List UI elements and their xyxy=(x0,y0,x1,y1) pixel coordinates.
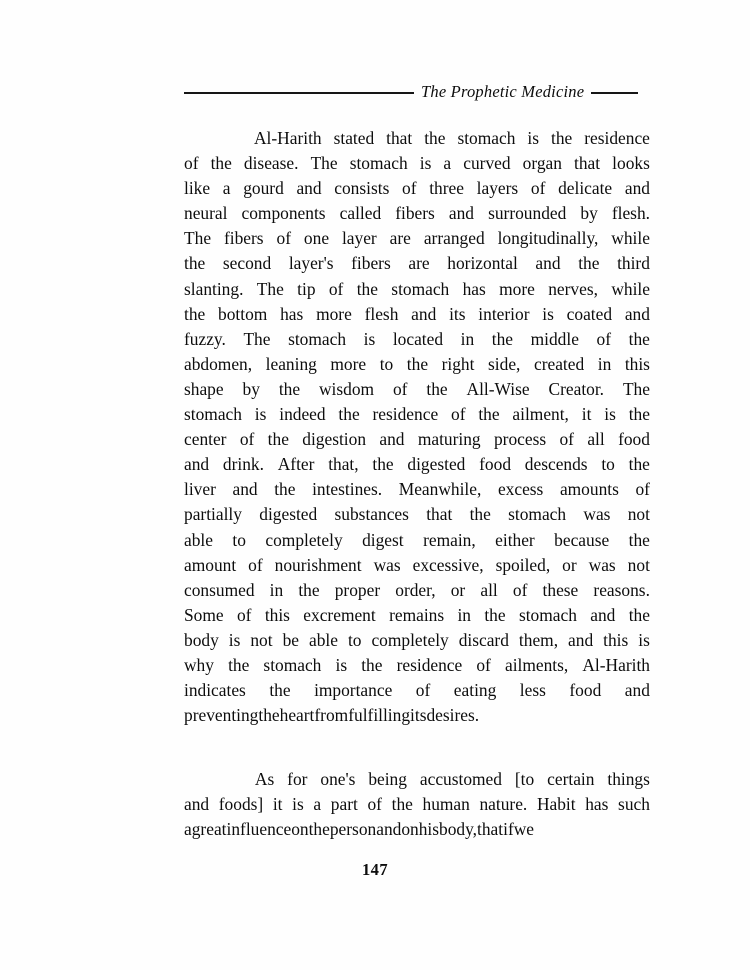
word: the xyxy=(391,794,413,815)
text-line xyxy=(184,653,650,678)
text-line xyxy=(184,251,650,276)
word: of xyxy=(276,228,291,249)
word: to xyxy=(232,529,246,550)
word: substances xyxy=(334,504,409,525)
word: partially xyxy=(184,504,242,525)
word: interior xyxy=(478,303,530,324)
word: excess xyxy=(497,479,544,500)
word: called xyxy=(339,203,382,224)
word: ailment, xyxy=(512,404,569,425)
word: gourd xyxy=(243,178,284,199)
word: such xyxy=(618,794,650,815)
word: the xyxy=(478,404,500,425)
text-line xyxy=(184,628,650,653)
word: things xyxy=(607,769,650,790)
word: the xyxy=(184,303,206,324)
word: residence xyxy=(584,128,650,148)
word: preventing xyxy=(184,705,259,726)
word: neural xyxy=(184,203,228,224)
word: these xyxy=(542,579,579,600)
word: order, xyxy=(395,579,436,600)
word: not xyxy=(250,629,273,650)
word: maturing xyxy=(417,429,481,450)
word: three xyxy=(429,178,464,199)
word: desires. xyxy=(426,705,480,726)
word: nourishment xyxy=(274,554,362,575)
word: the xyxy=(228,654,250,675)
word: by xyxy=(580,203,598,224)
word: excrement xyxy=(303,604,376,625)
header-rule-left xyxy=(184,92,414,94)
word: second xyxy=(222,253,272,274)
word: arranged xyxy=(423,228,485,249)
word: if xyxy=(503,819,514,840)
word: a xyxy=(222,178,231,199)
word: of xyxy=(328,278,344,299)
word: fibers xyxy=(351,253,391,274)
word: of xyxy=(402,178,417,199)
word: it xyxy=(581,404,592,425)
word: coated xyxy=(566,303,613,324)
word: the xyxy=(269,680,291,701)
text-line xyxy=(184,402,650,427)
word: completely xyxy=(371,629,449,650)
word: longitudinally, xyxy=(497,228,599,249)
text-line xyxy=(184,126,650,151)
word: great xyxy=(191,819,227,840)
page-number: 147 xyxy=(362,860,388,879)
word: stomach xyxy=(349,153,408,174)
word: and xyxy=(379,429,405,450)
word: human xyxy=(422,794,470,815)
word: the xyxy=(278,378,301,399)
word: in xyxy=(269,579,284,600)
word: of xyxy=(239,429,255,450)
word: is xyxy=(419,153,432,174)
word: stomach xyxy=(508,504,567,525)
word: is xyxy=(335,654,348,675)
word: is xyxy=(604,404,616,425)
running-header xyxy=(184,80,650,106)
word: body xyxy=(184,629,219,650)
word: Meanwhile, xyxy=(398,479,482,500)
word: remains xyxy=(389,604,445,625)
word: the xyxy=(628,328,650,349)
word: digestion xyxy=(302,429,367,450)
word: body, xyxy=(439,819,478,840)
word: the xyxy=(551,128,573,148)
word: layer xyxy=(341,228,377,249)
word: the xyxy=(491,328,514,349)
word: excessive, xyxy=(412,554,484,575)
word: on xyxy=(401,819,419,840)
word: not xyxy=(627,554,650,575)
word: and xyxy=(184,454,210,475)
word: because xyxy=(554,529,610,550)
word: its xyxy=(449,303,466,324)
word: horizontal xyxy=(447,253,518,274)
word: located xyxy=(392,328,444,349)
word: food xyxy=(479,454,512,475)
word: consists xyxy=(334,178,390,199)
word: either xyxy=(495,529,535,550)
text-line xyxy=(184,377,650,402)
word: indeed xyxy=(279,404,326,425)
word: more xyxy=(330,353,367,374)
word: amount xyxy=(184,554,237,575)
text-line xyxy=(184,703,650,728)
word: able xyxy=(308,629,338,650)
word: why xyxy=(184,654,214,675)
word: created xyxy=(533,353,585,374)
word: importance xyxy=(314,680,393,701)
word: All-Wise xyxy=(466,378,530,399)
word: that xyxy=(386,128,413,148)
word: it xyxy=(272,794,283,815)
word: reasons. xyxy=(593,579,650,600)
paragraph xyxy=(184,126,650,728)
word: and xyxy=(448,203,474,224)
word: [to xyxy=(514,769,535,790)
word: that xyxy=(477,819,504,840)
word: The xyxy=(310,153,338,174)
word: are xyxy=(408,253,430,274)
word: to xyxy=(347,629,362,650)
word: its xyxy=(410,705,427,726)
header-rule-right xyxy=(591,92,638,94)
word: drink. xyxy=(222,454,264,475)
word: one's xyxy=(320,769,356,790)
word: we xyxy=(513,819,535,840)
word: of xyxy=(415,680,431,701)
word: consumed xyxy=(184,579,255,600)
word: was xyxy=(583,504,611,525)
word: is xyxy=(527,128,540,148)
word: curved xyxy=(463,153,511,174)
word: Al-Harith xyxy=(582,654,650,675)
word: that xyxy=(574,153,601,174)
word: food xyxy=(569,680,602,701)
word: in xyxy=(457,604,471,625)
word: stated xyxy=(333,128,375,148)
word: on xyxy=(291,819,309,840)
first-line-indent xyxy=(184,767,242,792)
word: all xyxy=(480,579,498,600)
word: completely xyxy=(265,529,343,550)
first-line-indent xyxy=(184,126,242,151)
word: to xyxy=(379,353,394,374)
word: layer's xyxy=(288,253,334,274)
word: fibers xyxy=(223,228,264,249)
word: person xyxy=(329,819,377,840)
word: are xyxy=(389,228,411,249)
word: be xyxy=(282,629,299,650)
word: fulfilling xyxy=(348,705,411,726)
word: in xyxy=(460,328,475,349)
word: and xyxy=(184,794,210,815)
text-line xyxy=(184,427,650,452)
word: liver xyxy=(184,479,216,500)
text-line xyxy=(184,352,650,377)
word: discard xyxy=(458,629,509,650)
word: like xyxy=(184,178,211,199)
word: the xyxy=(372,454,394,475)
word: foods] xyxy=(218,794,264,815)
word: in xyxy=(597,353,612,374)
word: this xyxy=(603,629,629,650)
word: the xyxy=(628,529,650,550)
word: the xyxy=(184,253,206,274)
word: this xyxy=(264,604,290,625)
word: certain xyxy=(547,769,595,790)
text-line xyxy=(184,176,650,201)
word: nature. xyxy=(479,794,528,815)
text-line xyxy=(184,767,650,792)
word: middle xyxy=(530,328,579,349)
word: Habit xyxy=(536,794,576,815)
word: After xyxy=(277,454,315,475)
word: looks xyxy=(612,153,650,174)
word: while xyxy=(611,278,650,299)
word: slanting. xyxy=(184,278,244,299)
word: or xyxy=(450,579,466,600)
text-line xyxy=(184,277,650,302)
text-line xyxy=(184,528,650,553)
word: the xyxy=(356,278,378,299)
word: Creator. xyxy=(548,378,605,399)
word: The xyxy=(184,228,212,249)
word: residence xyxy=(396,654,463,675)
word: side, xyxy=(488,353,521,374)
word: is xyxy=(542,303,554,324)
word: the xyxy=(628,454,650,475)
word: nerves, xyxy=(548,278,598,299)
word: and xyxy=(296,178,322,199)
word: from xyxy=(314,705,349,726)
word: stomach xyxy=(518,604,577,625)
word: third xyxy=(617,253,650,274)
word: to xyxy=(601,454,615,475)
word: organ xyxy=(522,153,562,174)
word: bottom xyxy=(218,303,268,324)
word: and xyxy=(624,303,650,324)
paragraph xyxy=(184,767,650,842)
word: the xyxy=(258,705,280,726)
word: The xyxy=(243,328,271,349)
word: the xyxy=(338,404,360,425)
word: delicate xyxy=(558,178,613,199)
word: more xyxy=(316,303,352,324)
word: abdomen, xyxy=(184,353,253,374)
word: ailments, xyxy=(504,654,569,675)
word: amounts xyxy=(559,479,619,500)
word: disease. xyxy=(243,153,299,174)
word: of xyxy=(559,429,574,450)
text-line xyxy=(184,151,650,176)
word: the xyxy=(578,253,600,274)
word: the xyxy=(469,504,491,525)
word: the xyxy=(210,153,232,174)
word: right xyxy=(441,353,475,374)
word: of xyxy=(596,328,612,349)
word: flesh xyxy=(364,303,399,324)
word: of xyxy=(392,378,408,399)
word: digested xyxy=(259,504,318,525)
text-line xyxy=(184,477,650,502)
word: fibers xyxy=(395,203,435,224)
word: the xyxy=(406,353,429,374)
word: is xyxy=(292,794,304,815)
text-line xyxy=(184,678,650,703)
word: or xyxy=(562,554,577,575)
word: of xyxy=(236,604,252,625)
word: part xyxy=(330,794,358,815)
word: has xyxy=(462,278,486,299)
word: of xyxy=(451,404,466,425)
text-line xyxy=(184,578,650,603)
word: them, xyxy=(518,629,559,650)
word: being xyxy=(368,769,407,790)
word: and xyxy=(624,178,650,199)
word: the xyxy=(361,654,383,675)
text-line xyxy=(184,201,650,226)
word: shape xyxy=(184,378,224,399)
word: residence xyxy=(372,404,439,425)
word: and xyxy=(376,819,402,840)
word: process xyxy=(493,429,547,450)
word: fuzzy. xyxy=(184,328,226,349)
word: the xyxy=(267,429,289,450)
word: the xyxy=(628,404,650,425)
word: surrounded xyxy=(488,203,567,224)
word: stomach xyxy=(391,278,450,299)
word: of xyxy=(530,178,546,199)
word: and xyxy=(568,629,594,650)
word: and xyxy=(535,253,561,274)
word: one xyxy=(303,228,330,249)
word: digest xyxy=(362,529,404,550)
word: and xyxy=(411,303,437,324)
word: is xyxy=(254,404,267,425)
text-line xyxy=(184,603,650,628)
word: food xyxy=(618,429,650,450)
word: influence xyxy=(226,819,292,840)
word: stomach xyxy=(457,128,516,148)
word: the xyxy=(484,604,506,625)
word: has xyxy=(585,794,609,815)
word: while xyxy=(611,228,650,249)
word: stomach xyxy=(288,328,347,349)
word: a xyxy=(313,794,322,815)
word: digested xyxy=(407,454,466,475)
word: the xyxy=(298,579,320,600)
word: a xyxy=(443,153,452,174)
word: As xyxy=(254,769,275,790)
word: has xyxy=(280,303,304,324)
word: layers xyxy=(476,178,519,199)
word: indicates xyxy=(184,680,246,701)
word: components xyxy=(241,203,326,224)
word: that xyxy=(426,504,453,525)
word: was xyxy=(588,554,616,575)
word: of xyxy=(248,554,263,575)
word: the xyxy=(424,128,446,148)
word: was xyxy=(373,554,401,575)
text-line xyxy=(184,226,650,251)
word: Al-Harith xyxy=(253,128,322,148)
word: stomach xyxy=(184,404,242,425)
word: stomach xyxy=(263,654,322,675)
word: wisdom xyxy=(318,378,375,399)
text-line xyxy=(184,302,650,327)
word: by xyxy=(242,378,260,399)
text-line xyxy=(184,553,650,578)
word: able xyxy=(184,529,213,550)
word: and xyxy=(590,604,616,625)
word: the xyxy=(308,819,330,840)
word: of xyxy=(512,579,528,600)
word: eating xyxy=(453,680,497,701)
word: is xyxy=(363,328,376,349)
text-line xyxy=(184,792,650,817)
word: more xyxy=(499,278,535,299)
word: and xyxy=(624,680,650,701)
text-line xyxy=(184,452,650,477)
word: is xyxy=(228,629,241,650)
word: heart xyxy=(279,705,315,726)
word: a xyxy=(184,819,192,840)
word: all xyxy=(587,429,605,450)
word: less xyxy=(519,680,546,701)
word: and xyxy=(232,479,258,500)
word: center xyxy=(184,429,227,450)
word: descends xyxy=(524,454,588,475)
word: of xyxy=(476,654,491,675)
word: The xyxy=(622,378,650,399)
word: leaning xyxy=(265,353,317,374)
text-line xyxy=(184,327,650,352)
word: remain, xyxy=(423,529,476,550)
word: of xyxy=(635,479,650,500)
body-text-column xyxy=(184,126,650,843)
word: not xyxy=(627,504,650,525)
running-header-title: The Prophetic Medicine xyxy=(421,81,585,101)
word: is xyxy=(638,629,650,650)
text-line xyxy=(184,502,650,527)
word: spoiled, xyxy=(495,554,551,575)
word: the xyxy=(274,479,296,500)
text-line xyxy=(184,817,650,842)
word: that, xyxy=(328,454,359,475)
word: accustomed xyxy=(419,769,502,790)
word: of xyxy=(367,794,382,815)
word: proper xyxy=(334,579,381,600)
word: Some xyxy=(184,604,224,625)
word: his xyxy=(418,819,440,840)
word: the xyxy=(628,604,650,625)
word: tip xyxy=(297,278,316,299)
word: flesh. xyxy=(611,203,650,224)
word: of xyxy=(184,153,199,174)
word: this xyxy=(624,353,650,374)
word: for xyxy=(287,769,308,790)
word: the xyxy=(426,378,448,399)
word: The xyxy=(256,278,284,299)
word: intestines. xyxy=(312,479,383,500)
